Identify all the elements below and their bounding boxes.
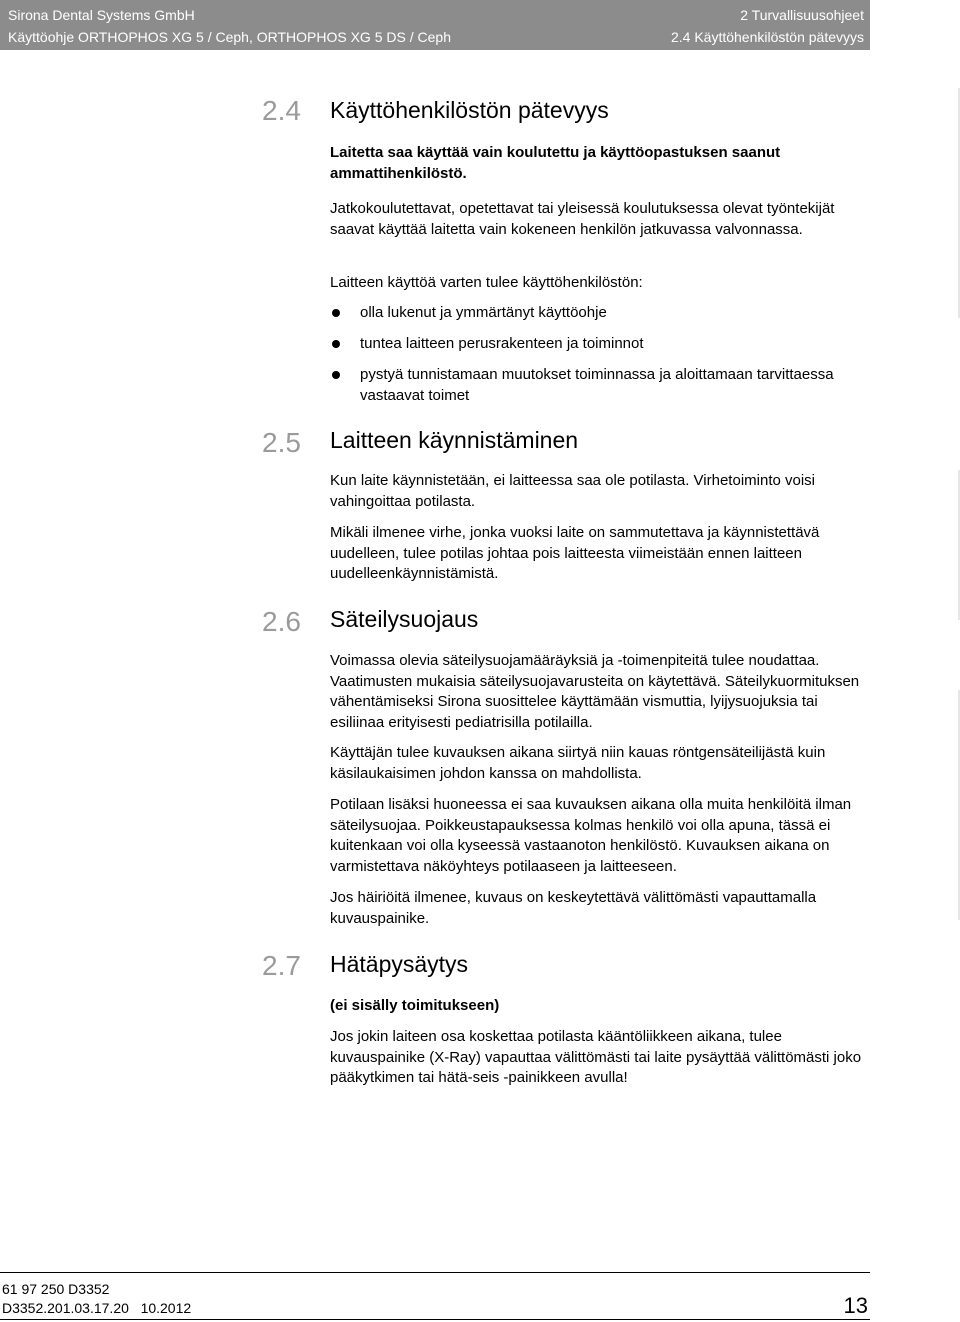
bullet-item: pystyä tunnistamaan muutokset toiminnassa ja aloittamaan tarvittaessa vastaavat toimet bbox=[330, 365, 870, 406]
footer-doc-code: D3352.201.03.17.20 bbox=[2, 1300, 129, 1316]
paragraph: Mikäli ilmenee virhe, jonka vuoksi laite on sammutettava ja käynnistettävä uudelleen, tulee potilas johtaa pois laitteesta viimeistään ennen laitteen uudelleenkäynnistämistä. bbox=[330, 524, 820, 582]
paragraph: Käyttäjän tulee kuvauksen aikana siirtyä niin kauas röntgensäteilijästä kuin käsilaukaisimen johdon kanssa on mahdollista. bbox=[330, 744, 826, 782]
footer-date: 10.2012 bbox=[140, 1300, 192, 1316]
footer-doc-number: 61 97 250 D3352 bbox=[2, 1281, 110, 1297]
paragraph: Laitetta saa käyttää vain koulutettu ja käyttöopastuksen saanut ammattihenkilöstö. bbox=[330, 144, 781, 182]
section-title: Laitteen käynnistäminen bbox=[330, 427, 579, 453]
paragraph: Potilaan lisäksi huoneessa ei saa kuvauksen aikana olla muita henkilöitä ilman säteilysuojaa. Poikkeustapauksessa kolmas henkilö voi olla apuna, tässä ei kuitenkaan voi olla kyseessä vastaanoton henkilöstö. Kuvauksen aikana on varmistettava näköyhteys potilaaseen ja laitteeseen. bbox=[330, 796, 852, 875]
header-manual-title: Käyttöohje ORTHOPHOS XG 5 / Ceph, ORTHOPHOS XG 5 DS / Ceph bbox=[8, 29, 451, 45]
paragraph: Voimassa olevia säteilysuojamääräyksiä ja -toimenpiteitä tulee noudattaa. Vaatimusten mukaisia säteilysuojavarusteita on käytettävä. Säteilykuormituksen vähentämiseksi Sirona suosittelee käyttämään vismuttia, lyijysuojuksia tai esiliinaa erityisesti pediatrisilla potilailla. bbox=[330, 652, 860, 731]
paragraph: Jatkokoulutettavat, opetettavat tai yleisessä koulutuksessa olevat työntekijät saavat käyttää laitetta vain kokeneen henkilön jatkuvassa valvonnassa. bbox=[330, 200, 835, 238]
section-number: 2.7 bbox=[262, 950, 301, 981]
header-section: 2.4 Käyttöhenkilöstön pätevyys bbox=[670, 29, 864, 45]
footer-doc-code-date bbox=[2, 1300, 191, 1316]
bullet-item: olla lukenut ja ymmärtänyt käyttöohje bbox=[330, 303, 870, 324]
section-title: Käyttöhenkilöstön pätevyys bbox=[330, 97, 609, 123]
footer-rule bbox=[0, 1319, 870, 1320]
page-number: 13 bbox=[843, 1293, 868, 1318]
section-number: 2.5 bbox=[262, 427, 301, 458]
paragraph: Jos jokin laiteen osa koskettaa potilasta kääntöliikkeen aikana, tulee kuvauspainike (X-Ray) vapauttaa välittömästi tai laite pysäyttää välittömästi joko pääkytkimen tai hätä-seis -painikkeen avulla! bbox=[330, 1028, 862, 1086]
footer-rule bbox=[0, 1272, 870, 1273]
section-title: Säteilysuojaus bbox=[330, 606, 479, 632]
header-chapter: 2 Turvallisuusohjeet bbox=[740, 7, 864, 23]
paragraph: Kun laite käynnistetään, ei laitteessa saa ole potilasta. Virhetoiminto voisi vahingoittaa potilasta. bbox=[330, 472, 816, 510]
paragraph: (ei sisälly toimitukseen) bbox=[330, 997, 500, 1014]
section-number: 2.6 bbox=[262, 606, 301, 637]
section-number: 2.4 bbox=[262, 95, 301, 126]
page-header bbox=[0, 0, 870, 50]
header-company: Sirona Dental Systems GmbH bbox=[8, 7, 195, 23]
section-title: Hätäpysäytys bbox=[330, 951, 469, 977]
paragraph: Laitteen käyttöä varten tulee käyttöhenkilöstön: bbox=[330, 274, 643, 291]
bullet-item: tuntea laitteen perusrakenteen ja toiminnot bbox=[330, 334, 870, 355]
paragraph: Jos häiriöitä ilmenee, kuvaus on keskeytettävä välittömästi vapauttamalla kuvauspainike. bbox=[330, 889, 817, 927]
